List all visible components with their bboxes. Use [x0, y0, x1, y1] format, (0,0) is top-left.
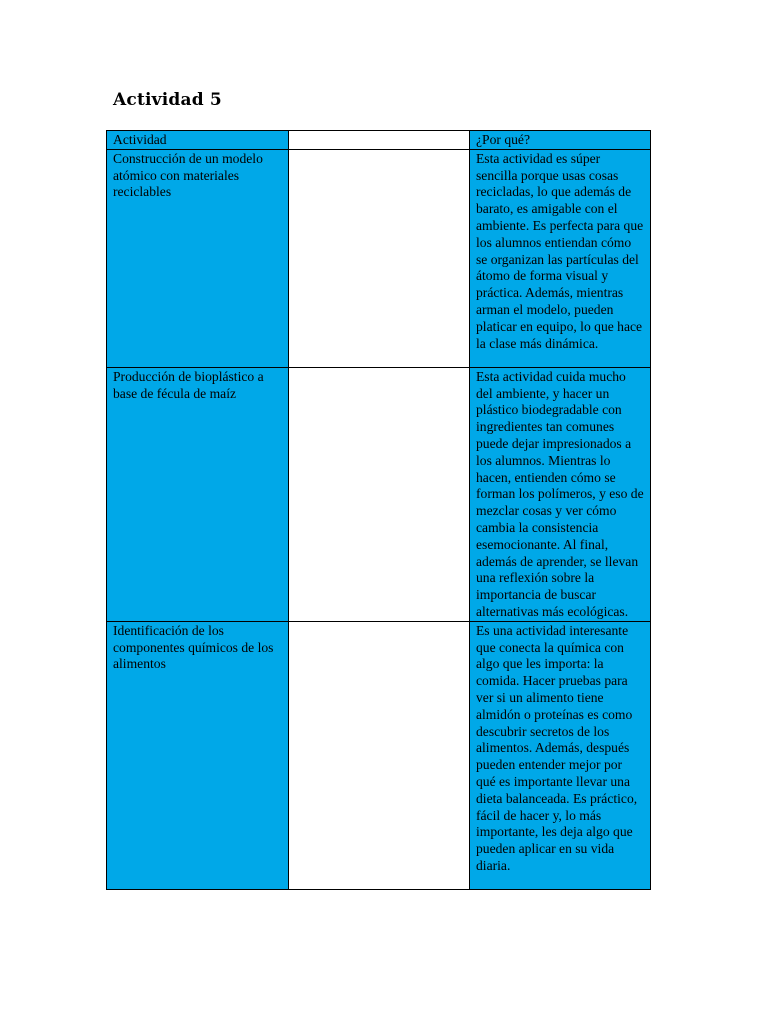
activity-cell: Identificación de los componentes químicos de los alimentos: [107, 621, 289, 889]
blank-cell: [289, 621, 470, 889]
activity-cell: Producción de bioplástico a base de fécula de maíz: [107, 367, 289, 621]
activity-table: [106, 130, 651, 890]
header-cell-actividad: Actividad: [107, 131, 289, 150]
header-cell-por-que: ¿Por qué?: [470, 131, 651, 150]
page-title: Actividad 5: [113, 90, 222, 110]
activity-cell: Construcción de un modelo atómico con materiales reciclables: [107, 149, 289, 367]
reason-cell: Es una actividad interesante que conecta la química con algo que les importa: la comida. Hacer pruebas para ver si un alimento tiene almidón o proteínas es como descubrir secretos de los alimentos. Además, después pueden entender mejor por qué es importante llevar una dieta balanceada. Es práctico, fácil de hacer y, lo más importante, les deja algo que pueden aplicar en su vida diaria.: [470, 621, 651, 889]
table-header-row: [107, 131, 651, 150]
table-row: [107, 621, 651, 889]
blank-cell: [289, 367, 470, 621]
reason-cell: Esta actividad cuida mucho del ambiente, y hacer un plástico biodegradable con ingredientes tan comunes puede dejar impresionados a los alumnos. Mientras lo hacen, entienden cómo se forman los polímeros, y eso de mezclar cosas y ver cómo cambia la consistencia esemocionante. Al final, además de aprender, se llevan una reflexión sobre la importancia de buscar alternativas más ecológicas.: [470, 367, 651, 621]
reason-cell: Esta actividad es súper sencilla porque usas cosas recicladas, lo que además de barato, es amigable con el ambiente. Es perfecta para que los alumnos entiendan cómo se organizan las partículas del átomo de forma visual y práctica. Además, mientras arman el modelo, pueden platicar en equipo, lo que hace la clase más dinámica.: [470, 149, 651, 367]
table-row: [107, 149, 651, 367]
header-cell-blank: [289, 131, 470, 150]
table-row: [107, 367, 651, 621]
blank-cell: [289, 149, 470, 367]
